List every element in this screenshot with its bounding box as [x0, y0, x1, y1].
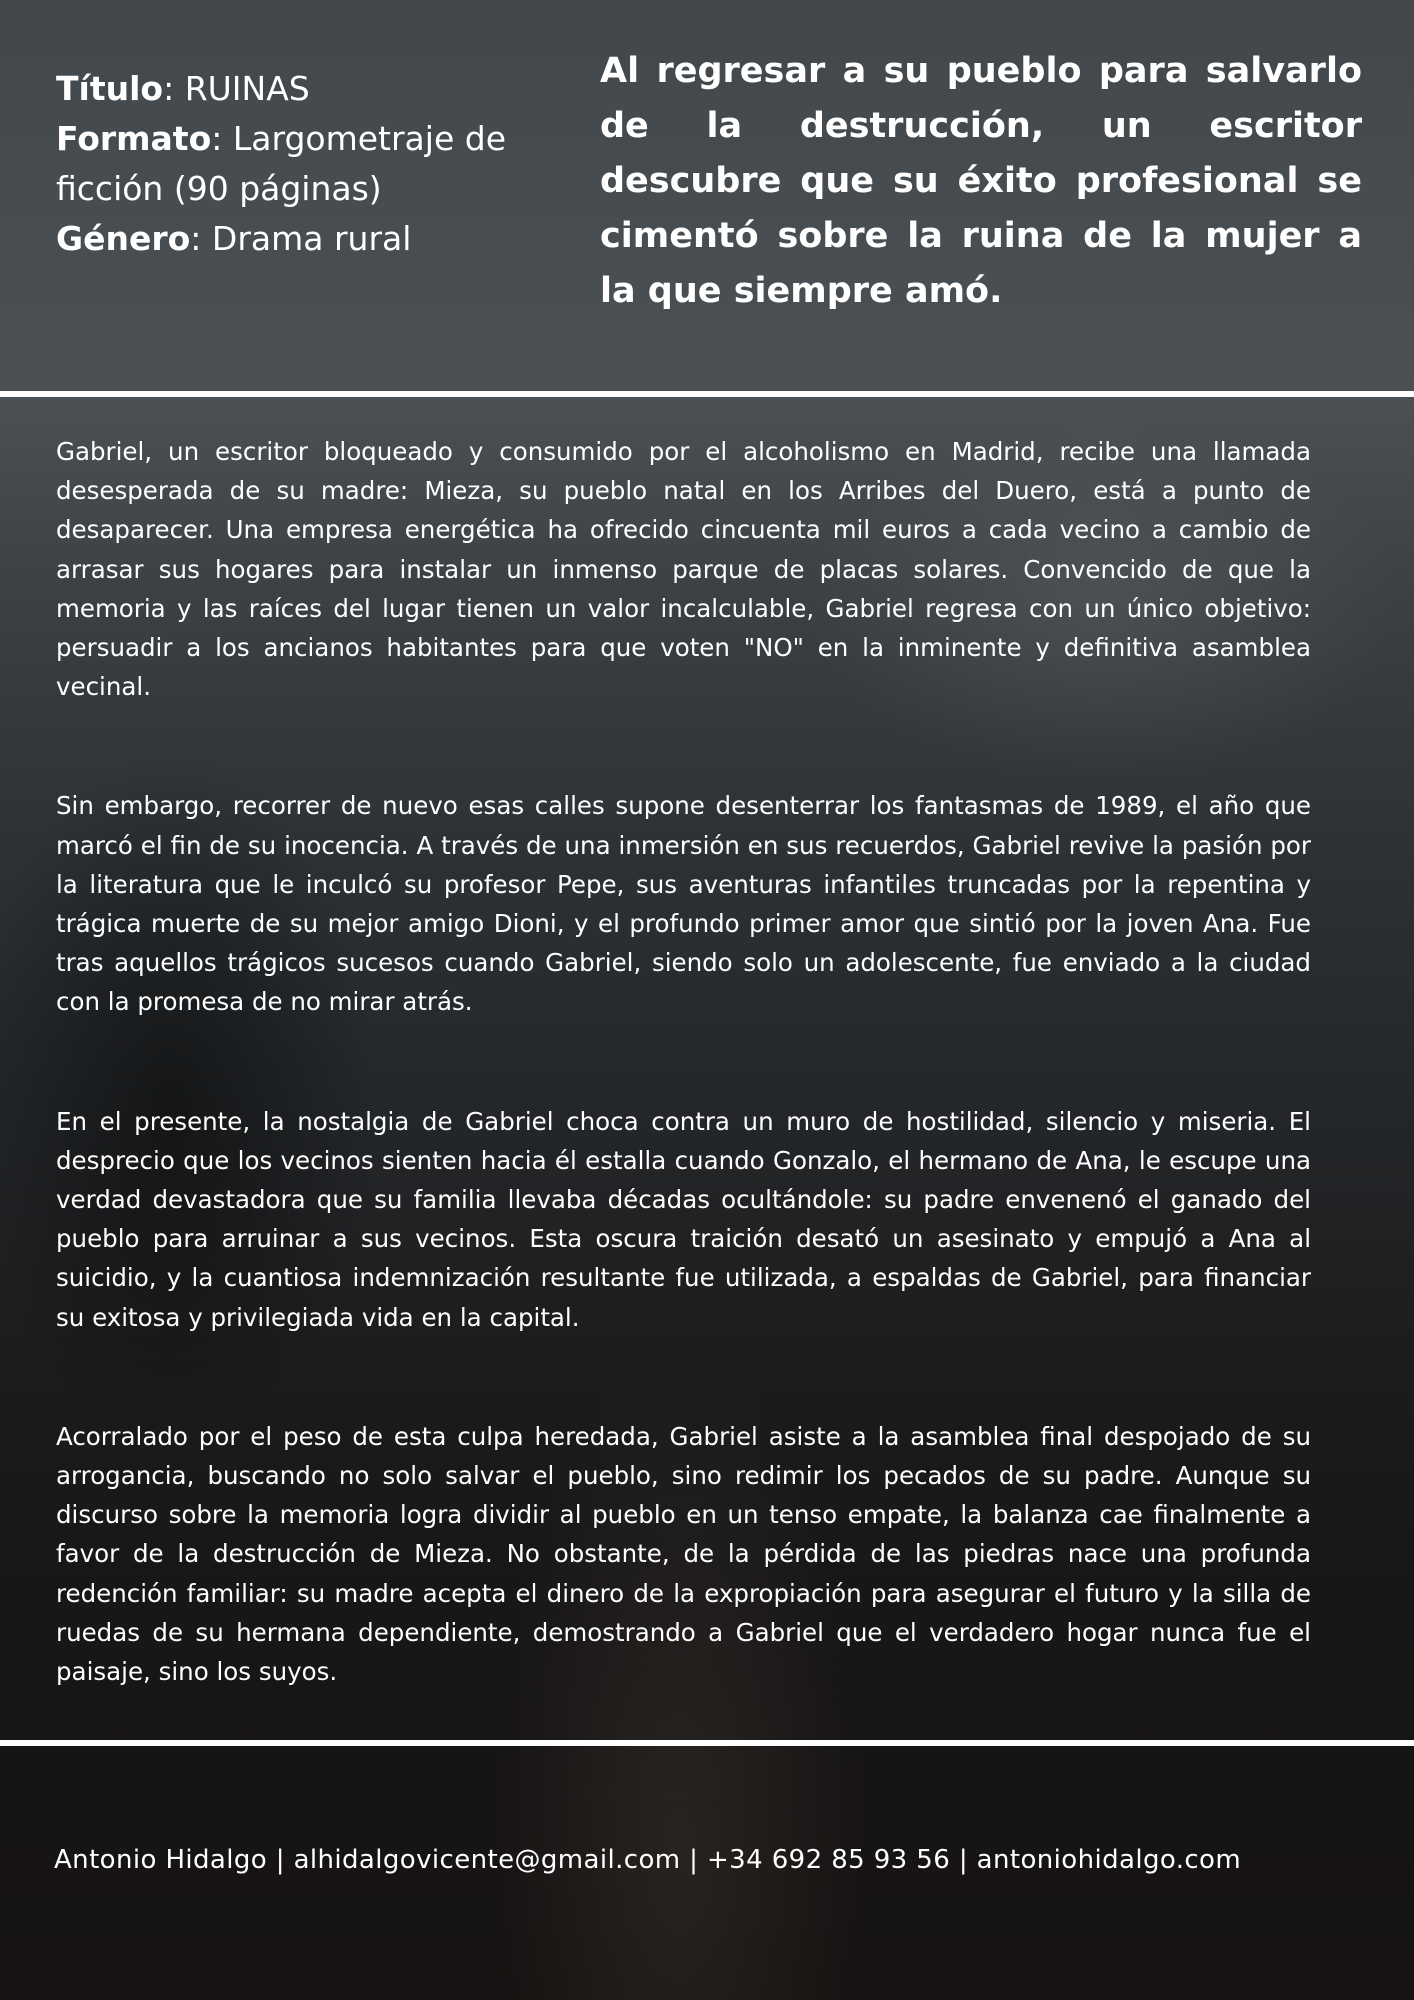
- genre-label: Género: [56, 219, 191, 258]
- title-field: [56, 64, 516, 114]
- synopsis-paragraph: Gabriel, un escritor bloqueado y consumido por el alcoholismo en Madrid, recibe una llamada desesperada de su madre: Mieza, su pueblo natal en los Arribes del Duero, está a punto de desaparecer. Una empresa energética ha ofrecido cincuenta mil euros a cada vecino a cambio de arrasar sus hogares para instalar un inmenso parque de placas solares. Convencido de que la memoria y las raíces del lugar tienen un valor incalculable, Gabriel regresa con un único objetivo: persuadir a los ancianos habitantes para que voten "NO" en la inminente y definitiva asamblea vecinal.: [56, 437, 1311, 702]
- field-separator: :: [163, 69, 185, 108]
- project-metadata: [56, 64, 516, 264]
- field-separator: :: [190, 219, 212, 258]
- top-divider: [0, 391, 1414, 397]
- contact-footer: Antonio Hidalgo | alhidalgovicente@gmail.com | +34 692 85 93 56 | antoniohidalgo.com: [54, 1845, 1242, 1875]
- bottom-divider: [0, 1740, 1414, 1746]
- title-value: RUINAS: [184, 69, 310, 108]
- logline: Al regresar a su pueblo para salvarlo de la destrucción, un escritor descubre que su éxito profesional se cimentó sobre la ruina de la mujer a la que siempre amó.: [600, 51, 1362, 311]
- synopsis: [56, 432, 1311, 1771]
- synopsis-paragraph: En el presente, la nostalgia de Gabriel choca contra un muro de hostilidad, silencio y miseria. El desprecio que los vecinos sienten hacia él estalla cuando Gonzalo, el hermano de Ana, le escupe una verdad devastadora que su familia llevaba décadas ocultándole: su padre envenenó el ganado del pueblo para arruinar a sus vecinos. Esta oscura traición desató un asesinato y empujó a Ana al suicidio, y la cuantiosa indemnización resultante fue utilizada, a espaldas de Gabriel, para financiar su exitosa y privilegiada vida en la capital.: [56, 1106, 1311, 1332]
- field-separator: :: [211, 119, 233, 158]
- title-label: Título: [56, 69, 164, 108]
- synopsis-paragraph: Acorralado por el peso de esta culpa heredada, Gabriel asiste a la asamblea final despojado de su arrogancia, buscando no solo salvar el pueblo, sino redimir los pecados de su padre. Aunque su discurso sobre la memoria logra dividir al pueblo en un tenso empate, la balanza cae finalmente a favor de la destrucción de Mieza. No obstante, de la pérdida de las piedras nace una profunda redención familiar: su madre acepta el dinero de la expropiación para asegurar el futuro y la silla de ruedas de su hermana dependiente, demostrando a Gabriel que el verdadero hogar nunca fue el paisaje, sino los suyos.: [56, 1421, 1311, 1687]
- format-label: Formato: [56, 119, 212, 158]
- synopsis-paragraph: Sin embargo, recorrer de nuevo esas calles supone desenterrar los fantasmas de 1989, el año que marcó el fin de su inocencia. A través de una inmersión en sus recuerdos, Gabriel revive la pasión por la literatura que le inculcó su profesor Pepe, sus aventuras infantiles truncadas por la repentina y trágica muerte de su mejor amigo Dioni, y el profundo primer amor que sintió por la joven Ana. Fue tras aquellos trágicos sucesos cuando Gabriel, siendo solo un adolescente, fue enviado a la ciudad con la promesa de no mirar atrás.: [56, 791, 1311, 1017]
- format-field: [56, 114, 516, 214]
- format-value: Largometraje de ficción (90 páginas): [56, 119, 506, 208]
- genre-field: [56, 214, 516, 264]
- genre-value: Drama rural: [211, 219, 412, 258]
